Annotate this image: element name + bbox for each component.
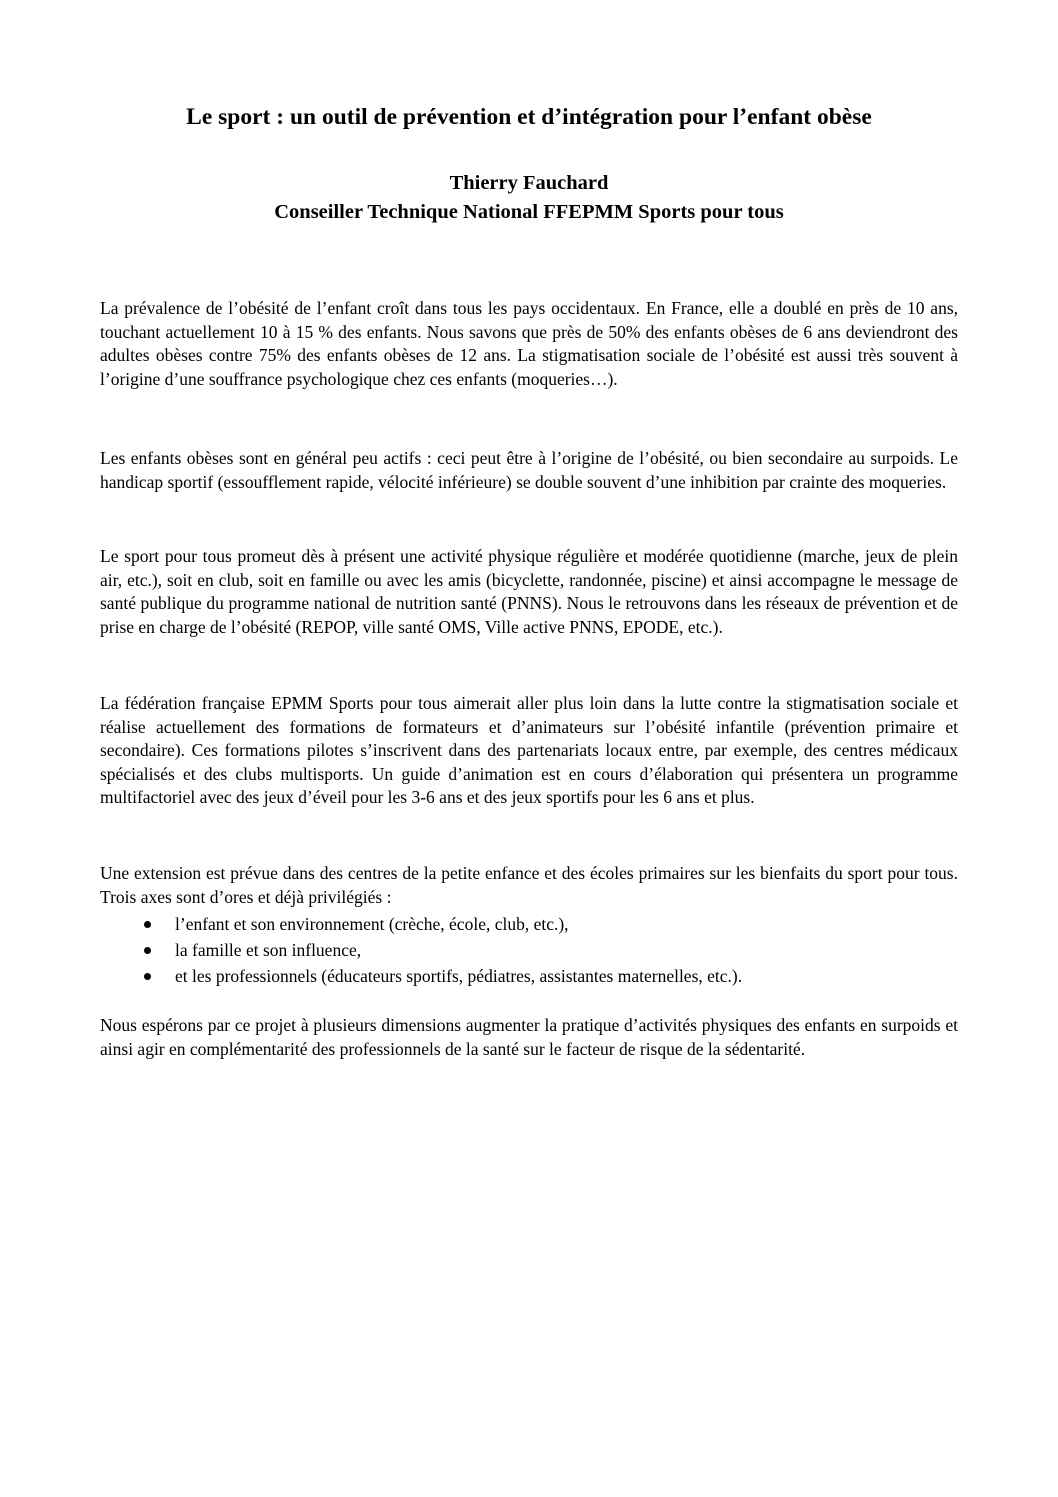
list-item	[100, 911, 958, 937]
document-title: Le sport : un outil de prévention et d’intégration pour l’enfant obèse	[186, 104, 872, 130]
bullet-icon	[144, 947, 151, 954]
paragraph-extension: Une extension est prévue dans des centres de la petite enfance et des écoles primaires sur les bienfaits du sport pour tous. Trois axes sont d’ores et déjà privilégiés :	[100, 863, 958, 907]
paragraph-prevalence: La prévalence de l’obésité de l’enfant croît dans tous les pays occidentaux. En France, elle a doublé en près de 10 ans, touchant actuellement 10 à 15 % des enfants. Nous savons que près de 50% des enfants obèses de 6 ans deviendront des adultes obèses contre 75% des enfants obèses de 12 ans. La stigmatisation sociale de l’obésité est aussi très souvent à l’origine d’une souffrance psychologique chez ces enfants (moqueries…).	[100, 298, 958, 389]
list-item-text: la famille et son influence,	[175, 940, 362, 960]
list-item	[100, 937, 958, 963]
list-item-text: et les professionnels (éducateurs sportifs, pédiatres, assistantes maternelles, etc.).	[175, 966, 743, 986]
bullet-icon	[144, 973, 151, 980]
author-name: Thierry Fauchard	[449, 172, 609, 194]
list-item-text: l’enfant et son environnement (crèche, école, club, etc.),	[175, 914, 569, 934]
paragraph-sport-pour-tous: Le sport pour tous promeut dès à présent une activité physique régulière et modérée quotidienne (marche, jeux de plein air, etc.), soit en club, soit en famille ou avec les amis (bicyclette, randonnée, piscine) et ainsi accompagne le message de santé publique du programme national de nutrition santé (PNNS). Nous le retrouvons dans les réseaux de prévention et de prise en charge de l’obésité (REPOP, ville santé OMS, Ville active PNNS, EPODE, etc.).	[100, 546, 958, 637]
paragraph-federation: La fédération française EPMM Sports pour tous aimerait aller plus loin dans la lutte contre la stigmatisation sociale et réalise actuellement des formations de formateurs et d’animateurs sur l’obésité infantile (prévention primaire et secondaire). Ces formations pilotes s’inscrivent dans des partenariats locaux entre, par exemple, des centres médicaux spécialisés et des clubs multisports. Un guide d’animation est en cours d’élaboration qui présentera un programme multifactoriel avec des jeux d’éveil pour les 3-6 ans et des jeux sportifs pour les 6 ans et plus.	[100, 693, 958, 807]
bullet-icon	[144, 921, 151, 928]
paragraph-conclusion: Nous espérons par ce projet à plusieurs dimensions augmenter la pratique d’activités physiques des enfants en surpoids et ainsi agir en complémentarité des professionnels de la santé sur le facteur de risque de la sédentarité.	[100, 1015, 958, 1059]
list-item	[100, 963, 958, 989]
author-role: Conseiller Technique National FFEPMM Sports pour tous	[274, 201, 784, 223]
axes-list	[100, 911, 958, 989]
paragraph-inactivity: Les enfants obèses sont en général peu actifs : ceci peut être à l’origine de l’obésité, ou bien secondaire au surpoids. Le handicap sportif (essoufflement rapide, vélocité inférieure) se double souvent d’une inhibition par crainte des moqueries.	[100, 448, 958, 492]
